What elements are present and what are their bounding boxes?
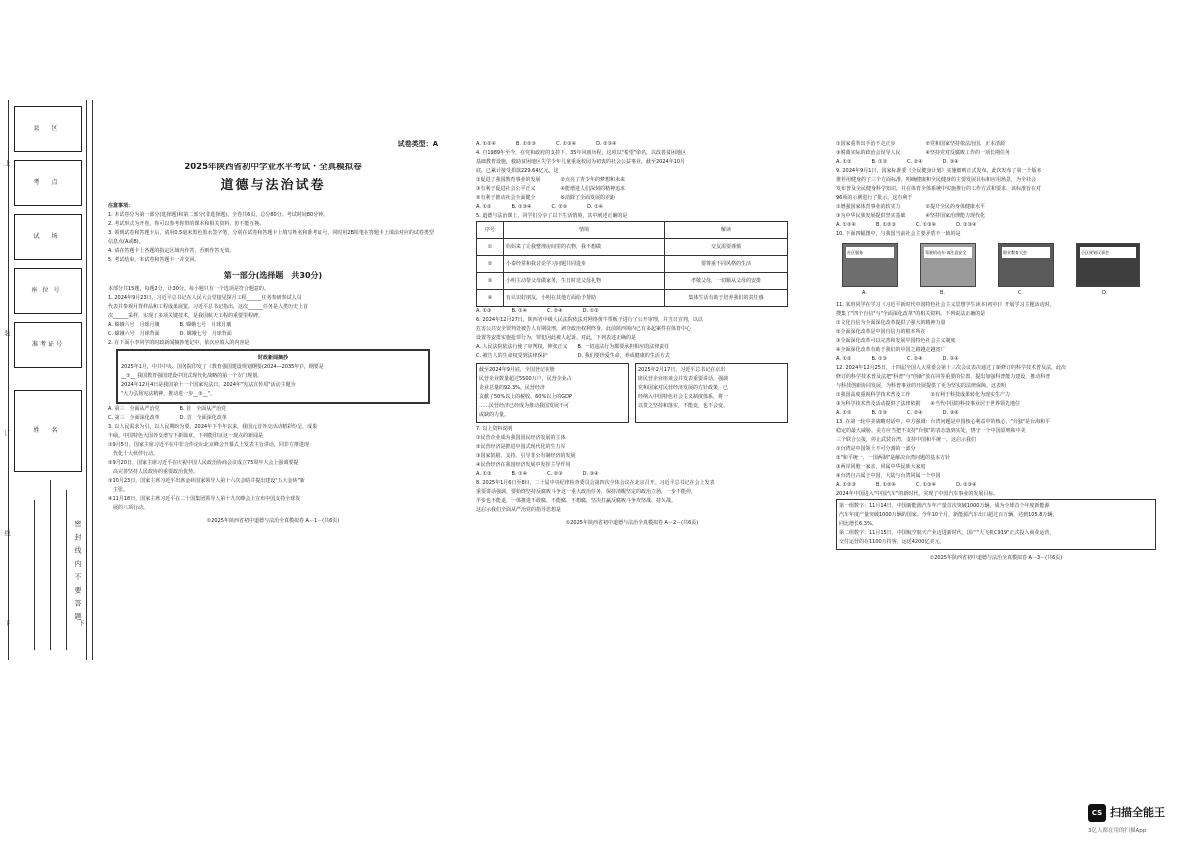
page-2 <box>476 140 788 528</box>
field-exam-room[interactable]: 试 场 <box>14 214 82 260</box>
question-text: ④11月18日，国家主席习近平在二十国集团领导人第十九次峰会上宣布中国支持全球发 <box>108 496 301 502</box>
binding-line <box>66 490 67 650</box>
question-text: 基础教育设施，救助贫困地区失学少年儿童重返校园为初衷的社会公益事业，截至2024年10月 <box>476 159 686 165</box>
question-14-intro: 2024年中国进入"中国汽车"的新时代，实现了中国汽车事业的发展目标。 <box>836 491 999 497</box>
answer-options: A. ①② B. ①③④ C. ②③ D. ①④ <box>476 204 604 210</box>
question-text: 代化十大伙伴行动。 <box>108 451 159 457</box>
question-text: ④民营经济在我国经济发展中发挥主导作用 <box>476 462 571 468</box>
part1-intro: 本部分共15题，每题2分，计30分。每小题只有一个选项是符合题意的。 <box>108 286 269 292</box>
field-seat-number[interactable]: 座位号 <box>14 268 82 314</box>
question-text: 7. 以上资料说明 <box>476 426 513 432</box>
news-line: 2024年12月4日是我国第十一个国家宪法日，2024年"宪法宣传周"活动主题为 <box>121 382 296 388</box>
material-line: 席民营企业座谈会并发表重要讲话，强调 <box>638 376 729 382</box>
binding-line <box>34 500 35 650</box>
illustration-caption: 小区规划议事会 <box>1080 247 1136 258</box>
binding-line <box>50 480 51 650</box>
paper-type: 试卷类型：A <box>397 140 438 148</box>
question-text: 高完善坚持人民政协的重要政治优势。 <box>108 469 199 475</box>
note-item: 1. 本试卷分为第一部分(选择题)和第二部分(非选择题)。全卷共6页，总分80分。考试时间80分钟。 <box>108 212 329 218</box>
question-text: ④台湾自古属于中国，大陆与台湾同属一个中国 <box>836 473 941 479</box>
upper-mark: 上 <box>3 160 10 166</box>
material-line: 截至2024年9月底，全国登记在册 <box>479 367 555 373</box>
side-mark: 装 <box>3 330 10 336</box>
table-row <box>477 239 788 256</box>
material-boxes <box>476 363 788 423</box>
table-header-row <box>477 222 788 239</box>
binding-line <box>86 100 87 660</box>
table-row <box>477 290 788 307</box>
illustration-caption: 职业教育大会 <box>1002 247 1050 258</box>
question-text: 3. 以人民需求为引，以人民期盼为要。2024年下半年以来，我国元首外交活动精彩纷呈，成果 <box>108 424 318 430</box>
question-text: ③两岸同胞一家亲，同属中华民族大家庭 <box>836 464 926 470</box>
question-text: ③全面深化改革可以完善和发展中国特色社会主义制度 <box>836 338 956 344</box>
question-text: 半步也不能退，一体推进不敢腐、不能腐、不想腐，坚决打赢反腐败斗争攻坚战、持久战。 <box>476 498 677 504</box>
answer-options: ③脱离实际的政治会误导人民 ④坚持党对反腐败工作的一项长期任务 <box>836 150 1010 156</box>
field-name[interactable]: 姓 名 <box>14 390 82 472</box>
situation-table <box>476 221 788 307</box>
illustration-b <box>920 243 976 287</box>
question-text: 修订的科学技术普及法把"科普"与"创新"放在同等重要的位置，提出加强科普能力建设，推动科普 <box>836 374 1051 380</box>
news-title: 时政新闻摘抄 <box>257 355 288 361</box>
material-line: 同比增长6.3%。 <box>839 521 877 527</box>
part1-title: 第一部分(选择题 共30分) <box>223 271 323 280</box>
table-cell: ① <box>477 239 504 256</box>
notes-title: 注意事项： <box>108 203 134 209</box>
material-line: ……民营经济已经成为推动我国发展不可 <box>479 403 570 409</box>
seal-warning: 密 封 线 内 不 要 答 题 <box>74 520 82 622</box>
material-line: 贡献了50%以上的税收、60%以上的GDP <box>479 394 572 400</box>
table-cell: 小泰经常和我讨论学习问题共同进步 <box>504 256 665 273</box>
illustration-caption: 驾驶机动车·请注意安全 <box>924 247 972 258</box>
question-5: 5. 道德与法治课上，同学们分享了以下生活情境，其中阐述正确的是 <box>476 213 628 219</box>
page-footer: ①2025年陕西省初中道德与法治全真模拟卷 A－3－(共6页) <box>929 555 1063 561</box>
question-text: 搜集了"四个自信"与"全面深化改革"的相关资料。下列说法正确的是 <box>836 311 986 317</box>
question-text: 发布普及全民健身科学知识，并在体育全体系统中实施推行的工作方式和要求，该标准旨在对 <box>836 186 1042 192</box>
table-header: 序号 <box>477 222 504 239</box>
question-text: 代表并参观月背样品和工程成果展览。习近平总书记指出，这次______任务是人类历史上首 <box>108 304 309 310</box>
side-mark: 订 <box>3 430 10 436</box>
material-right <box>635 363 788 423</box>
question-text: 稳定的最大威胁。美方应当把不支持"台独"的表态落到实处，恪守一个中国原则和中美 <box>836 428 1026 434</box>
subject-title: 道德与法治试卷 <box>220 178 326 193</box>
material-line: 企业总量的92.3%。民营经济 <box>479 385 545 391</box>
question-14-box <box>836 499 1156 550</box>
question-10: 10. 下面四幅图中，与我国当前社会主要矛盾不一致的是 <box>836 231 961 237</box>
side-mark: 线 <box>3 530 10 536</box>
answer-options: A. ①② B. ①③ C. ②④ D. ③④ <box>836 410 959 416</box>
question-text: 这启示我们全面从严治党的指导思想是 <box>476 507 562 513</box>
table-cell: 交友需要谨慎 <box>665 239 788 256</box>
page-footer: ①2025年陕西省初中道德与法治全真模拟卷 A－2－(共6页) <box>565 520 699 526</box>
table-cell: ② <box>477 256 504 273</box>
question-text: ①9月5日，国家主席习近平在中非合作论坛北京峰会开幕式上发表主旨讲话，同非方推进现 <box>108 442 309 448</box>
answer-options: A. ①③ B. ①④ C. ②④ D. ①② <box>476 308 599 314</box>
lower-mark: 下 <box>3 620 10 626</box>
table-cell: 孝敬父母，一切顺从父母的安排 <box>665 273 788 290</box>
exam-title: 2025年陕西省初中学业水平考试 · 全真模拟卷 <box>184 163 362 172</box>
table-cell: 妈妈来了让我整理房间里的衣物，我不想做 <box>504 239 665 256</box>
field-county[interactable]: 县 区 <box>14 106 82 152</box>
question-text: ④全面深化改革有助于我们的中国之路越走越宽广 <box>836 347 946 353</box>
table-row <box>477 256 788 273</box>
answer-options: C. 被告人的生命权受到法律保护 D. 我们要珍爱生命，养成健康的生活方式 <box>476 353 670 359</box>
field-admission-number[interactable]: 准考证号 <box>14 322 82 368</box>
table-cell: ④ <box>477 290 504 307</box>
option-label: C. <box>1018 290 1024 296</box>
question-text: ③国家鼓励、支持、引导非公有制经济的发展 <box>476 453 576 459</box>
question-text: 与科技创新协同发展，为科普事业的开展提供了更为坚实的法律保障。这表明 <box>836 383 1007 389</box>
question-text: ⑤有利于推动社会全面健全 ⑥消除了全面发展的差距 <box>476 195 615 201</box>
question-text: ①促进了我国教育事业的发展 ②点亮了青少年的梦想和未来 <box>476 177 625 183</box>
illustration-caption: 社区服务 <box>846 247 894 258</box>
question-text: 6. 2024年12月27日，陕西省中级人民法院依法对网络黄牛票贩子进行了公开审理，并当日宣判，以以 <box>476 317 703 323</box>
material-line: 以贯之坚持和落实，不能变，也不会变。 <box>638 403 729 409</box>
answer-options: A. 人民法院依法行使了审判权，伸张正义 B. 一切违法行为都要承担相应的法律责任 <box>476 344 670 350</box>
note-item: 3. 领到试卷和答题卡后，请用0.5毫米黑色墨水签字笔，分别在试卷和答题卡上填写姓名和准考证号，同时用2B铅笔在答题卡上填涂对应的试卷类型信息点(A或B)。 <box>108 230 434 245</box>
page-footer: ①2025年陕西省初中道德与法治全真模拟卷 A－1－(共6页) <box>206 518 340 524</box>
question-text: ①增强国家体育事业的软实力 ②提升全民的身体健康水平 <box>836 204 985 210</box>
question-text: ①文化自信为全面深化改革提供了强大的精神力量 <box>836 320 946 326</box>
material-line: 2025年2月17日，习近平总书记在京出 <box>638 367 726 373</box>
question-8 <box>476 479 788 515</box>
answer-options: A. 嫦娥六号 月球月壤 B. 嫦娥七号 月球月壤 <box>108 322 232 328</box>
answer-options: A. 第三 全面从严治党 B. 首 全面从严治党 <box>108 406 227 412</box>
table-header: 情境 <box>504 222 665 239</box>
scanner-slogan: 3亿人都在用的扫描App <box>1088 828 1147 834</box>
material-line: 经纳入中国特色社会主义制度体系，将一 <box>638 394 729 400</box>
page-3 <box>836 140 1156 563</box>
question-10-images <box>836 239 1156 301</box>
question-text: 4. 自1989年至今，在党和政府的支持下，35年风雨历程，这项以"希望"命名，以改善贫困地区 <box>476 150 687 156</box>
question-text: 11. 某班同学在学习《习近平新时代中国特色社会主义思想学生读本(初中)》开展学习主题活动时， <box>836 302 1055 308</box>
option-label: B. <box>940 290 946 296</box>
notes-list <box>108 211 438 265</box>
question-text: 13. 在第一轮中美战略对话中，中方强调：台湾问题是中国核心利益中的核心，"台独"是台海和平 <box>836 419 1051 425</box>
news-line: 2025年1月，中共中央、国务院印发了《教育强国建设规划纲要(2024—2035年)》，纲要是 <box>121 364 324 370</box>
answer-options: A. ①②③ B. ①②④ C. ①③④ D. ②③④ <box>836 482 977 488</box>
question-text: 1. 2024年9月23日，习近平总书记在人民大会堂接见探月工程______任务参研参试人员 <box>108 295 302 301</box>
question-text: 重要讲话强调，要始终坚持反腐败斗争这一重大政治任务，保持清醒坚定的政治立场，一步不能停， <box>476 489 697 495</box>
question-3 <box>108 423 438 513</box>
material-line: 民营企业数量超过5500万户，民营企业占 <box>479 376 572 382</box>
question-13 <box>836 418 1156 490</box>
question-text: ①我国高度重视科学技术普及工作 ②有利于科技成果转化为现实生产力 <box>836 392 1010 398</box>
question-11 <box>836 301 1156 364</box>
illustration-d <box>1076 243 1140 287</box>
table-header: 解读 <box>665 222 788 239</box>
illustration-c <box>998 243 1054 287</box>
question-text: 主张。 <box>108 487 129 493</box>
answer-options: C. 嫦娥六号 月球背面 D. 嫦娥七号 月球背面 <box>108 331 232 337</box>
question-4 <box>476 149 788 212</box>
option-label: A. <box>862 290 867 296</box>
table-row <box>477 273 788 290</box>
question-text: ①台湾是中国领土不可分割的一部分 <box>836 446 916 452</box>
answer-options: A. ①②④ B. ①②③ C. ①③④ D. ②③④ <box>836 222 977 228</box>
question-6 <box>476 316 788 361</box>
question-text: 危害公共安全罪判处被告人有期徒刑，剥夺政治权利终身，此前陕西境内已有多起案件在体育中心 <box>476 326 692 332</box>
binding-strip <box>0 100 100 700</box>
question-text: 推荐用健身的了三个方面标准，明确健康和全民健身的主要发展目标和应用场景，为全社会 <box>836 177 1037 183</box>
question-9 <box>836 167 1156 230</box>
answer-options: A. ①③ B. ①④ C. ②③ D. ③④ <box>476 471 599 477</box>
material-line: 党和国家对民营经济发展的方针政策，已 <box>638 385 729 391</box>
binding-line <box>92 100 93 660</box>
question-text: 8. 2025年1月6日至8日，二十届中央纪律检查委员会第四次全体会议在北京召开。习近平总书记在会上发表 <box>476 480 715 486</box>
page-1 <box>108 140 438 526</box>
material-line: 第一组数字：11月14日，中国新能源汽车年产量首次突破1000万辆，成为全球首个年度新能源 <box>839 503 1050 509</box>
news-line: __①__ 我国教育强国建设中国式现代化战略的第一个专门规划。 <box>121 373 263 379</box>
answer-options: A. ①② B. ①③ C. ②④ D. ③④ <box>836 356 959 362</box>
answer-options: A. ①②④ B. ①②③ C. ①③④ D. ②③④ <box>476 141 617 147</box>
note-item: 4. 请在答题卡上各题的指定区域内作答，否则作答无效。 <box>108 248 235 254</box>
question-text: ③为中华民族发展提供坚实基础 ④坚持国家治理能力现代化 <box>836 213 985 219</box>
question-text: 次______采样，实现了多项关键技术，是我国航天工程的重要里程碑。 <box>108 313 264 319</box>
question-text: ③10月23日，国家主席习近平出席金砖国家领导人第十六次会晤并提出建设"五大金砖"新 <box>108 478 305 484</box>
answer-options: C. 第三 全面深化改革 D. 首 全面深化改革 <box>108 415 227 421</box>
material-line: 汽车年度产量突破1000万辆的国家。今年10个月，新能源汽车出口超过百万辆，达到105.8万辆， <box>839 512 1058 518</box>
option-label: D. <box>1102 290 1108 296</box>
question-2: 2. 在下面小李同学的时政新闻摘抄笔记中，依次应填入的内容是 <box>108 340 250 346</box>
question-text: ②9月20日，国家主席习近平在庆祝中国人民政治协商会议成立75周年大会上强调要提 <box>108 460 299 466</box>
question-text: ②民营经济是推进中国式现代化的生力军 <box>476 444 566 450</box>
question-text: 展的八项行动。 <box>108 505 149 511</box>
material-line: 或缺的力量。 <box>479 412 510 418</box>
question-text: 底，已累计接受捐款229.64亿元。这 <box>476 168 559 174</box>
question-text: ②全面深化改革是中国自信力的根本所在 <box>836 329 926 335</box>
illustration-a <box>842 243 898 287</box>
scanner-logo-icon: CS <box>1088 804 1106 822</box>
material-line: 第二组数字：11月15日，中国航空航天产业迈进新时代，国产"大飞机C919"正式投入商业运营， <box>839 530 1055 536</box>
answer-options: ①国家重拳出手治不走正步 ②党和国家坚持依法治国，正本清源 <box>836 141 1005 147</box>
table-cell: 要尊重不同风格的生活 <box>665 256 788 273</box>
news-box <box>116 349 430 404</box>
table-cell: 有认识好朋友，小明在其他方面给予帮助 <box>504 290 665 307</box>
question-text: ②"和平统一、一国两制"是解决台湾问题的基本方针 <box>836 455 951 461</box>
question-text: 9. 2024年9月1日，国家标准委《全民健身计划》实施细则正式发布。此次发布了第一个版本 <box>836 168 1042 174</box>
lower-mark-right: 下 <box>77 620 84 626</box>
note-item: 5. 考试结束，本试卷和答题卡一并交回。 <box>108 257 200 263</box>
news-line: "大力弘扬宪法精神，推动进一步__②__"。 <box>121 391 216 397</box>
question-12 <box>836 364 1156 418</box>
table-cell: 小明主动帮父母做家务，生日时送父母礼物 <box>504 273 665 290</box>
material-line: 交付运营的在1100万持客，运送4200亿美元。 <box>839 539 945 545</box>
question-text: 丰硕。中国特色大国外交谱写下新篇章。下列能印证这一观点的新闻是 <box>108 433 264 439</box>
answer-options: A. ①② B. ①③ C. ②④ D. ③④ <box>836 159 959 165</box>
scanner-app-name: 扫描全能王 <box>1110 806 1165 819</box>
material-left <box>476 363 629 423</box>
question-1 <box>108 294 438 339</box>
question-text: ③有利于促进社会公平正义 ④能增进人们深刻的精神追求 <box>476 186 625 192</box>
question-7 <box>476 425 788 479</box>
field-exam-site[interactable]: 考 点 <box>14 160 82 206</box>
note-item: 2. 考试形式为开卷。你可以参考你带的课本和相关资料，但不能互换。 <box>108 221 265 227</box>
question-text: ①民营企业成为我国国民经济发展的主体 <box>476 435 566 441</box>
question-text: ③为科学技术普及活动提供了法律依据 ④当代中国的科技事业居于世界领先地位 <box>836 401 1020 407</box>
question-text: 12. 2024年12月25日，十四届全国人大常委会第十三次会议表决通过了新修订的科学技术普及法，此次 <box>836 365 1066 371</box>
table-cell: 集体生活有助于培养我们的责任感 <box>665 290 788 307</box>
table-cell: ③ <box>477 273 504 290</box>
question-text: 96项的示例进行了批示。这有利于 <box>836 195 913 201</box>
question-text: 三个联合公报，停止武装台湾，支持中国和平统一。这启示我们 <box>836 437 977 443</box>
question-text: 设置等安排实施抢票行为，罪犯因此被人起诉。对此，下列表述正确的是 <box>476 335 637 341</box>
binding-line <box>8 100 9 660</box>
